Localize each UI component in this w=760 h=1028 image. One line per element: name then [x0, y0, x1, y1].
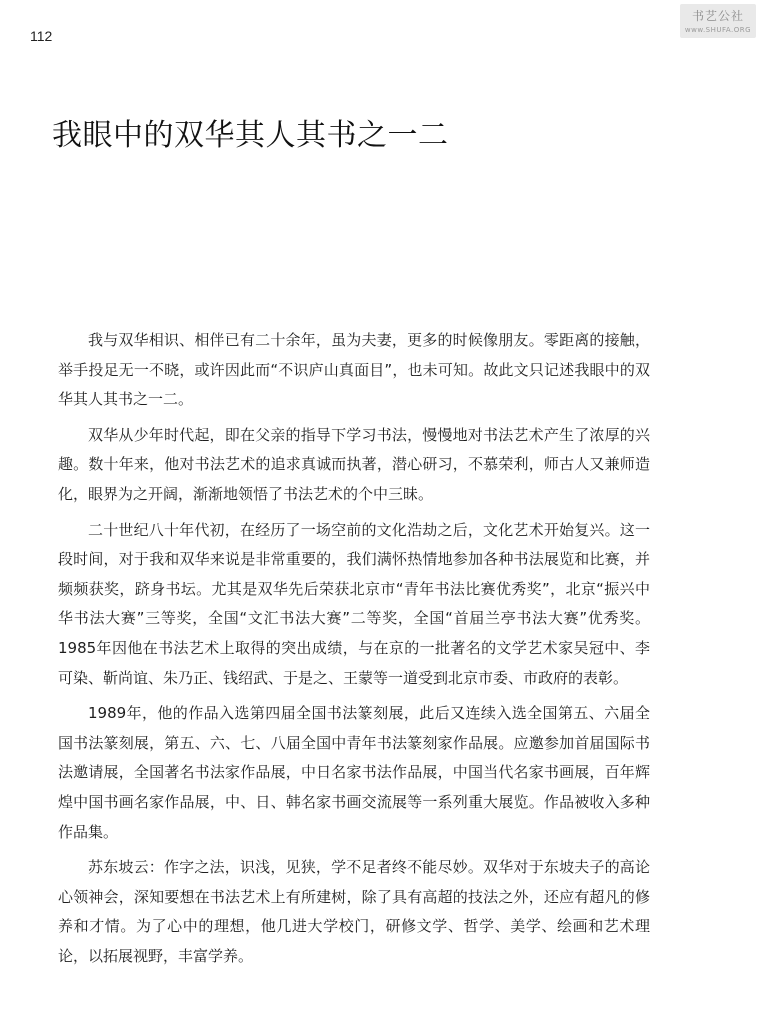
watermark-site: www.SHUFA.ORG: [684, 26, 752, 34]
paragraph: 苏东坡云：作字之法，识浅，见狭，学不足者终不能尽妙。双华对于东坡夫子的高论心领神会，深知要想在书法艺术上有所建树，除了具有高超的技法之外，还应有超凡的修养和才情。为了心中的理想，他几进大学校门，研修文学、哲学、美学、绘画和艺术理论，以拓展视野，丰富学养。: [58, 858, 650, 965]
watermark-name: 书艺公社: [691, 9, 744, 23]
article-body: [58, 326, 650, 977]
paragraph: 双华从少年时代起，即在父亲的指导下学习书法，慢慢地对书法艺术产生了浓厚的兴趣。数十年来，他对书法艺术的追求真诚而执著，潜心研习，不慕荣利，师古人又兼师造化，眼界为之开阔，渐渐地领悟了书法艺术的个中三昧。: [58, 425, 650, 503]
article-title: 我眼中的双华其人其书之一二: [52, 118, 449, 153]
paragraph: 二十世纪八十年代初，在经历了一场空前的文化浩劫之后，文化艺术开始复兴。这一段时间，对于我和双华来说是非常重要的，我们满怀热情地参加各种书法展览和比赛，并频频获奖，跻身书坛。尤其是双华先后荣获北京市“青年书法比赛优秀奖”，北京“振兴中华书法大赛”三等奖，全国“文汇书法大赛”二等奖，全国“首届兰亭书法大赛”优秀奖。1985年因他在书法艺术上取得的突出成绩，与在京的一批著名的文学艺术家吴冠中、李可染、靳尚谊、朱乃正、钱绍武、于是之、王蒙等一道受到北京市委、市政府的表彰。: [58, 520, 650, 687]
paragraph: 1989年，他的作品入选第四届全国书法篆刻展，此后又连续入选全国第五、六届全国书法篆刻展，第五、六、七、八届全国中青年书法篆刻家作品展。应邀参加首届国际书法邀请展，全国著名书法家作品展，中日名家书法作品展，中国当代名家书画展，百年辉煌中国书画名家作品展，中、日、韩名家书画交流展等一系列重大展览。作品被收入多种作品集。: [58, 704, 650, 841]
paragraph: 我与双华相识、相伴已有二十余年，虽为夫妻，更多的时候像朋友。零距离的接触，举手投足无一不晓，或许因此而“不识庐山真面目”，也未可知。故此文只记述我眼中的双华其人其书之一二。: [58, 331, 650, 409]
site-watermark-logo: [680, 4, 756, 38]
page-number: 112: [30, 28, 53, 44]
